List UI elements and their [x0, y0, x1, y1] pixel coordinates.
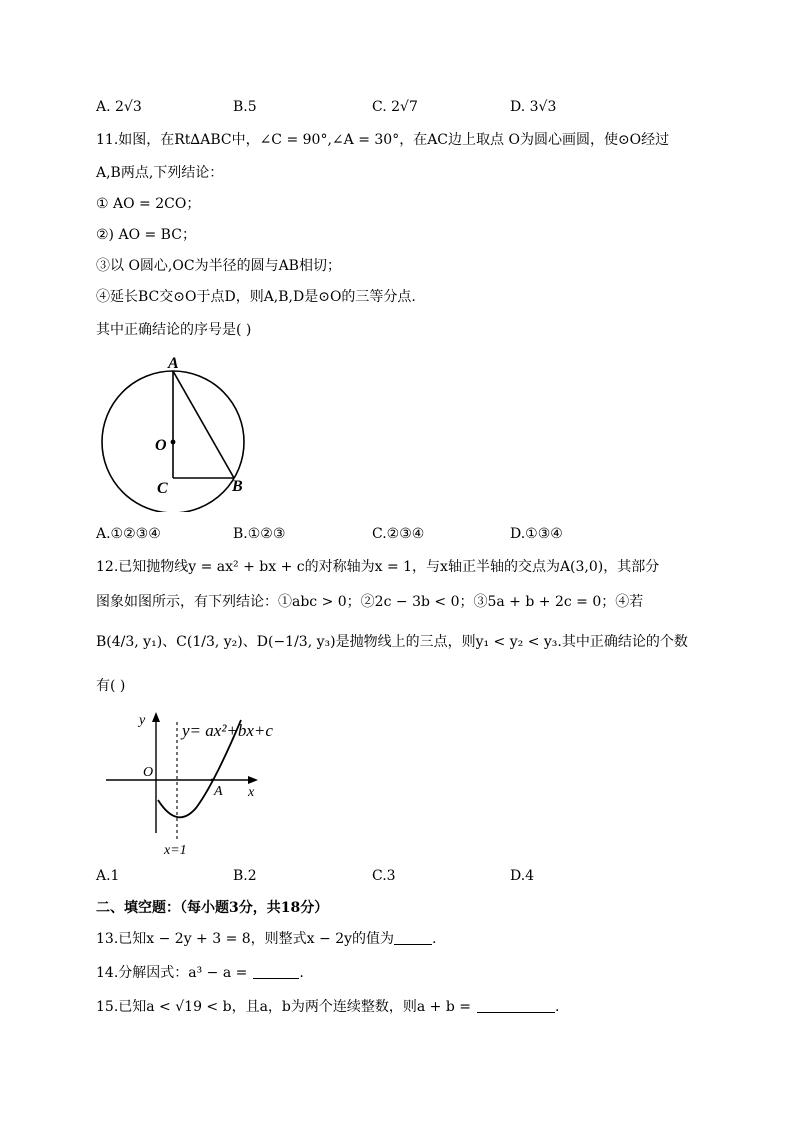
q11-conclusion-3: ③以 O圆心,OC为半径的圆与AB相切； [96, 258, 341, 274]
q15 [96, 997, 559, 1017]
q11-option-c[interactable]: C.②③④ [372, 526, 425, 542]
q12-origin-label: O [143, 765, 154, 780]
q12-line3: B(4/3, y₁)、C(1/3, y₂)、D(−1/3, y₃)是抛物线上的三点，则y₁ < y₂ < y₃.其中正确结论的个数 [96, 634, 688, 650]
q11-label-c: C [157, 480, 168, 497]
q12-option-b[interactable]: B.2 [233, 868, 257, 884]
q12-options [96, 868, 696, 888]
q11-point-o [171, 440, 176, 445]
q15-text: 15.已知a < √19 < b，且a，b为两个连续整数，则a + b = [96, 999, 471, 1015]
q11-option-d[interactable]: D.①③④ [510, 526, 563, 542]
q11-label-a: A [168, 355, 179, 372]
q10-option-b[interactable]: B.5 [233, 99, 257, 115]
q12-figure [100, 708, 300, 858]
q12-point-a [211, 779, 214, 782]
q11-option-a[interactable]: A.①②③④ [96, 526, 161, 542]
q11-label-b: B [232, 478, 243, 495]
q12-axis-label: x=1 [164, 843, 187, 858]
q13 [96, 929, 436, 949]
q14-text: 14.分解因式：a³ − a = [96, 965, 248, 981]
q15-end: . [555, 999, 560, 1015]
q11-stem-line2: A,B两点,下列结论： [96, 165, 224, 181]
q13-text: 13.已知x − 2y + 3 = 8，则整式x − 2y的值为 [96, 931, 395, 947]
q12-x-label: x [248, 785, 255, 800]
q11-conclusion-4: ④延长BC交⊙O于点D，则A,B,D是⊙O的三等分点. [96, 289, 416, 305]
q15-answer-blank[interactable] [477, 998, 555, 1013]
q12-line1: 12.已知抛物线y = ax² + bx + c的对称轴为x = 1，与x轴正半轴的交点为A(3,0)，其部分 [96, 559, 660, 575]
section-2-heading: 二、填空题：（每小题3分，共18分） [96, 900, 329, 916]
q11-figure [96, 352, 256, 512]
q10-option-c[interactable]: C. 2√7 [372, 99, 418, 115]
q11-label-o: O [155, 437, 167, 454]
q13-answer-blank[interactable] [394, 930, 432, 945]
q12-y-label: y [139, 713, 146, 728]
q10-options [96, 99, 696, 119]
q12-option-d[interactable]: D.4 [510, 868, 535, 884]
q12-x-arrow [248, 776, 258, 784]
q12-option-a[interactable]: A.1 [96, 868, 120, 884]
q11-option-b[interactable]: B.①②③ [233, 526, 286, 542]
q11-question: 其中正确结论的序号是( ) [96, 322, 252, 338]
q12-line2: 图象如图所示，有下列结论：①abc > 0；②2c − 3b < 0；③5a + b + 2c = 0；④若 [96, 594, 644, 610]
q13-end: . [432, 931, 437, 947]
q10-option-d[interactable]: D. 3√3 [510, 99, 557, 115]
q10-option-a[interactable]: A. 2√3 [96, 99, 142, 115]
q11-conclusion-2: ②) AO = BC； [96, 227, 196, 243]
q11-options [96, 526, 696, 546]
q12-option-c[interactable]: C.3 [372, 868, 396, 884]
q11-conclusion-1: ① AO = 2CO； [96, 196, 201, 212]
q12-a-label: A [214, 784, 223, 799]
q12-equation: y= ax²+bx+c [182, 721, 273, 740]
q12-line4: 有( ) [96, 678, 126, 694]
q14 [96, 963, 304, 983]
q14-answer-blank[interactable] [253, 964, 299, 979]
q14-end: . [299, 965, 304, 981]
q12-y-arrow [152, 712, 160, 722]
q11-segment-ab [173, 371, 234, 478]
q11-stem-line1: 11.如图，在Rt∆ABC中，∠C = 90°,∠A = 30°，在AC边上取点 O为圆心画圆，使⊙O经过 [96, 132, 670, 148]
